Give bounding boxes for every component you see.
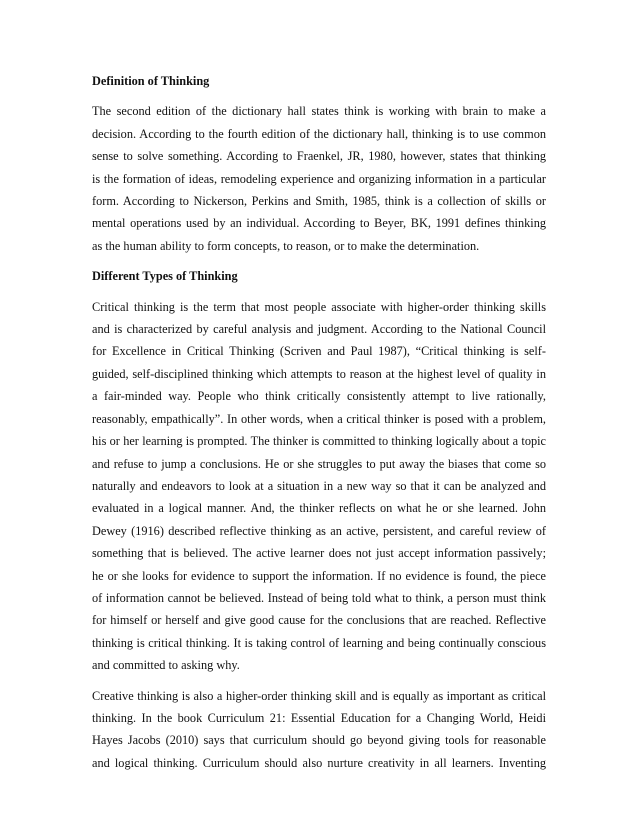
text-line: The second edition of the dictionary hall states think is working with brain to make a (92, 104, 546, 119)
text-line: of information cannot be believed. Instead of being told what to think, a person must think (92, 590, 546, 605)
text-line: mental operations used by an individual. According to Beyer, BK, 1991 defines thinking (92, 216, 546, 231)
text-line: Hayes Jacobs (2010) says that curriculum should go beyond giving tools for reasonable (92, 733, 546, 748)
text-line: guided, self-disciplined thinking which attempts to reason at the highest level of quality in (92, 366, 546, 381)
text-line: is the formation of ideas, remodeling experience and organizing information in a particular (92, 171, 546, 186)
paragraph-critical-thinking (92, 296, 546, 677)
text-line: Creative thinking is also a higher-order thinking skill and is equally as important as critical (92, 688, 546, 703)
text-line: he or she looks for evidence to support the information. If no evidence is found, the piece (92, 568, 546, 583)
text-line: and logical thinking. Curriculum should also nurture creativity in all learners. Inventing (92, 755, 546, 770)
text-line: and refuse to jump a conclusions. He or she struggles to put away the biases that come so (92, 456, 546, 471)
document-page (92, 70, 546, 782)
text-line: for Excellence in Critical Thinking (Scriven and Paul 1987), “Critical thinking is self- (92, 344, 546, 359)
paragraph-definition (92, 100, 546, 257)
text-line: naturally and endeavors to look at a situation in a new way so that it can be analyzed and (92, 478, 546, 493)
paragraph-creative-thinking (92, 685, 546, 775)
text-line: reasonably, empathically”. In other words, when a critical thinker is posed with a problem, (92, 411, 546, 426)
section-heading-definition-of-thinking: Definition of Thinking (92, 74, 210, 88)
text-line: as the human ability to form concepts, to reason, or to make the determination. (92, 238, 480, 253)
text-line: his or her learning is prompted. The thinker is committed to thinking logically about a topic (92, 434, 546, 449)
text-line: Dewey (1916) described reflective thinking as an active, persistent, and careful review of (92, 523, 546, 538)
text-line: form. According to Nickerson, Perkins and Smith, 1985, think is a collection of skills or (92, 194, 546, 209)
text-line: something that is believed. The active learner does not just accept information passively; (92, 546, 546, 561)
text-line: Critical thinking is the term that most people associate with higher-order thinking skills (92, 299, 546, 314)
section-heading-different-types-of-thinking: Different Types of Thinking (92, 269, 238, 284)
text-line: thinking is critical thinking. It is taking control of learning and being continually conscious (92, 635, 546, 650)
text-line: evaluated in a logical manner. And, the thinker reflects on what he or she learned. John (92, 501, 546, 516)
text-line: sense to solve something. According to Fraenkel, JR, 1980, however, states that thinking (92, 149, 546, 164)
text-line: thinking. In the book Curriculum 21: Essential Education for a Changing World, Heidi (92, 710, 546, 725)
text-line: and is characterized by careful analysis and judgment. According to the National Council (92, 322, 546, 337)
text-line: for himself or herself and give good cause for the conclusions that are reached. Reflective (92, 613, 546, 628)
text-line: and committed to asking why. (92, 658, 240, 673)
text-line: decision. According to the fourth edition of the dictionary hall, thinking is to use common (92, 126, 546, 141)
text-line: a fair-minded way. People who think critically consistently attempt to live rationally, (92, 389, 546, 404)
